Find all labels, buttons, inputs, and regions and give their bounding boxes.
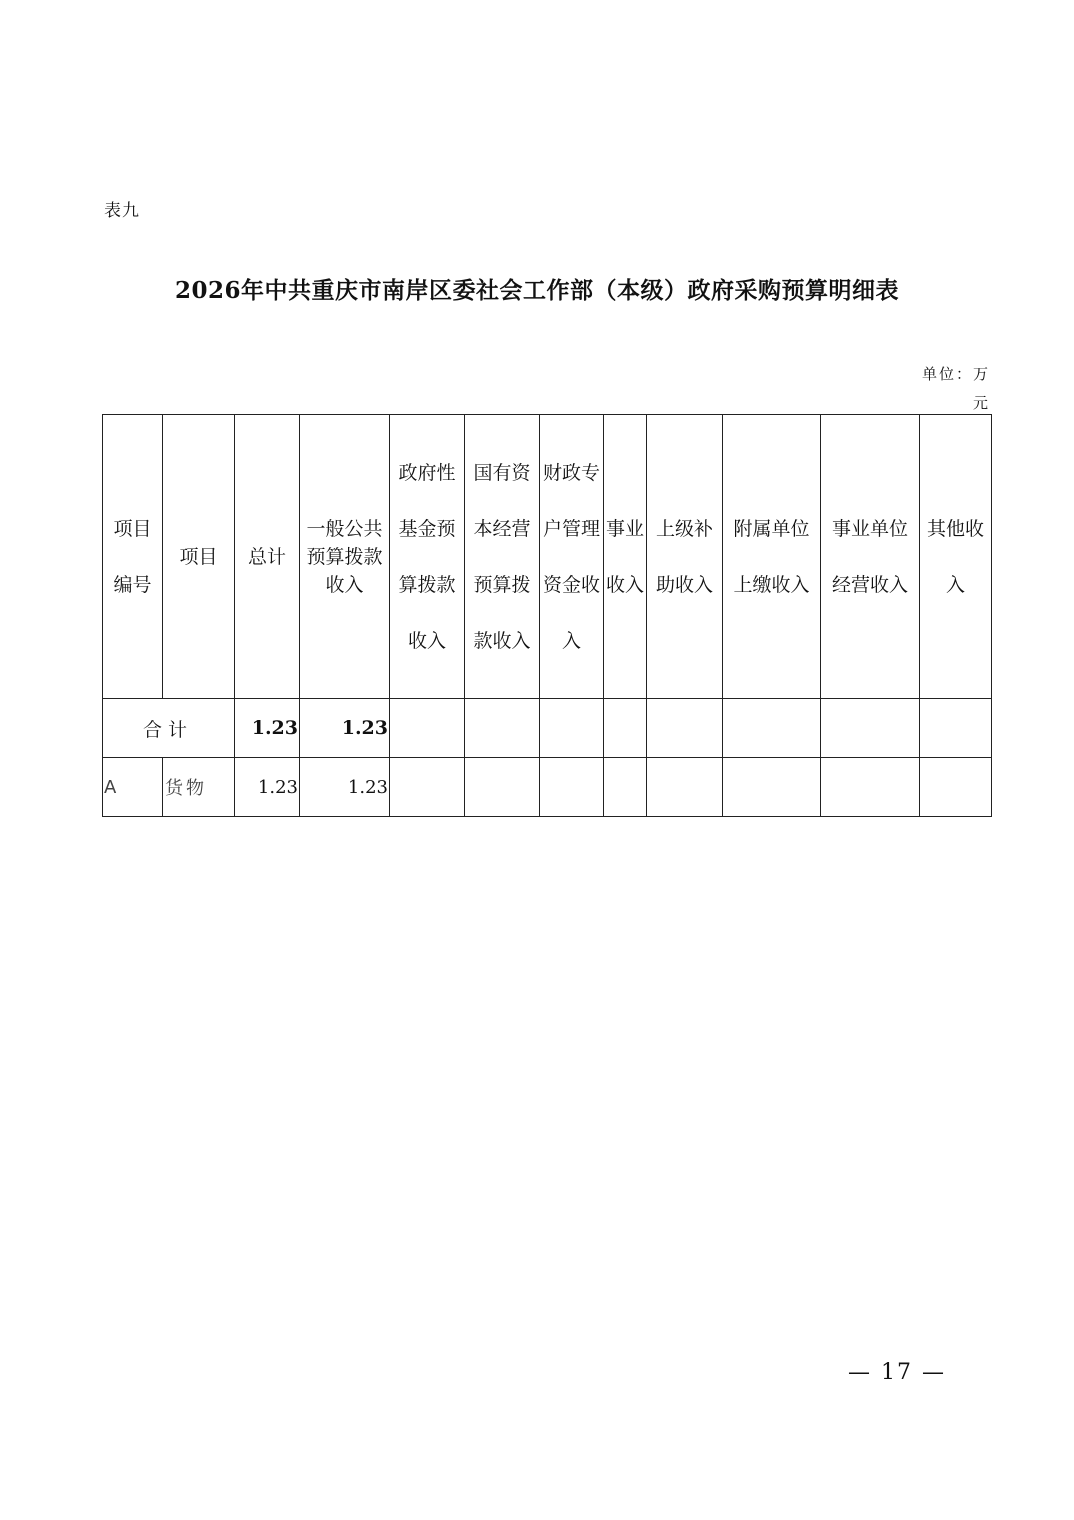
header-total: 总计: [235, 415, 300, 699]
total-cell-empty: [821, 699, 920, 758]
row-total: 1.23: [235, 758, 300, 817]
unit-note-line-1: 单位：万: [921, 365, 990, 383]
row-general-budget: 1.23: [300, 758, 390, 817]
total-cell-empty: [920, 699, 992, 758]
total-cell-general-budget: 1.23: [300, 699, 390, 758]
header-project-code: 项目编号: [103, 415, 163, 699]
header-unit-operations: 事业单位经营收入: [821, 415, 920, 699]
header-superior-subsidy: 上级补助收入: [647, 415, 723, 699]
header-fiscal-special-account: 财政专户管理资金收入: [540, 415, 604, 699]
total-label: 合计: [103, 699, 235, 758]
total-row: [103, 699, 992, 758]
total-cell-empty: [723, 699, 821, 758]
row-name: 货物: [163, 758, 235, 817]
total-cell-empty: [465, 699, 540, 758]
row-cell-empty: [540, 758, 604, 817]
procurement-budget-table: [102, 414, 992, 817]
row-cell-empty: [723, 758, 821, 817]
total-cell-empty: [647, 699, 723, 758]
table-header-row: [103, 415, 992, 699]
header-project: 项目: [163, 415, 235, 699]
total-cell-total: 1.23: [235, 699, 300, 758]
row-cell-empty: [920, 758, 992, 817]
row-cell-empty: [465, 758, 540, 817]
table-row: [103, 758, 992, 817]
total-cell-empty: [390, 699, 465, 758]
unit-note: [900, 360, 990, 418]
row-code: A: [103, 758, 163, 817]
row-cell-empty: [647, 758, 723, 817]
page-number: — 17 —: [848, 1360, 946, 1385]
row-cell-empty: [390, 758, 465, 817]
header-affiliated-units: 附属单位上缴收入: [723, 415, 821, 699]
header-government-fund: 政府性基金预算拨款收入: [390, 415, 465, 699]
unit-note-line-2: 元: [972, 394, 990, 412]
row-cell-empty: [821, 758, 920, 817]
header-general-budget: 一般公共预算拨款收入: [300, 415, 390, 699]
page-title: 2026年中共重庆市南岸区委社会工作部（本级）政府采购预算明细表: [174, 277, 899, 304]
header-business-income: 事业收入: [604, 415, 647, 699]
total-cell-empty: [604, 699, 647, 758]
total-cell-empty: [540, 699, 604, 758]
header-state-capital: 国有资本经营预算拨款收入: [465, 415, 540, 699]
row-cell-empty: [604, 758, 647, 817]
header-other-income: 其他收入: [920, 415, 992, 699]
table-label: 表九: [104, 201, 140, 221]
